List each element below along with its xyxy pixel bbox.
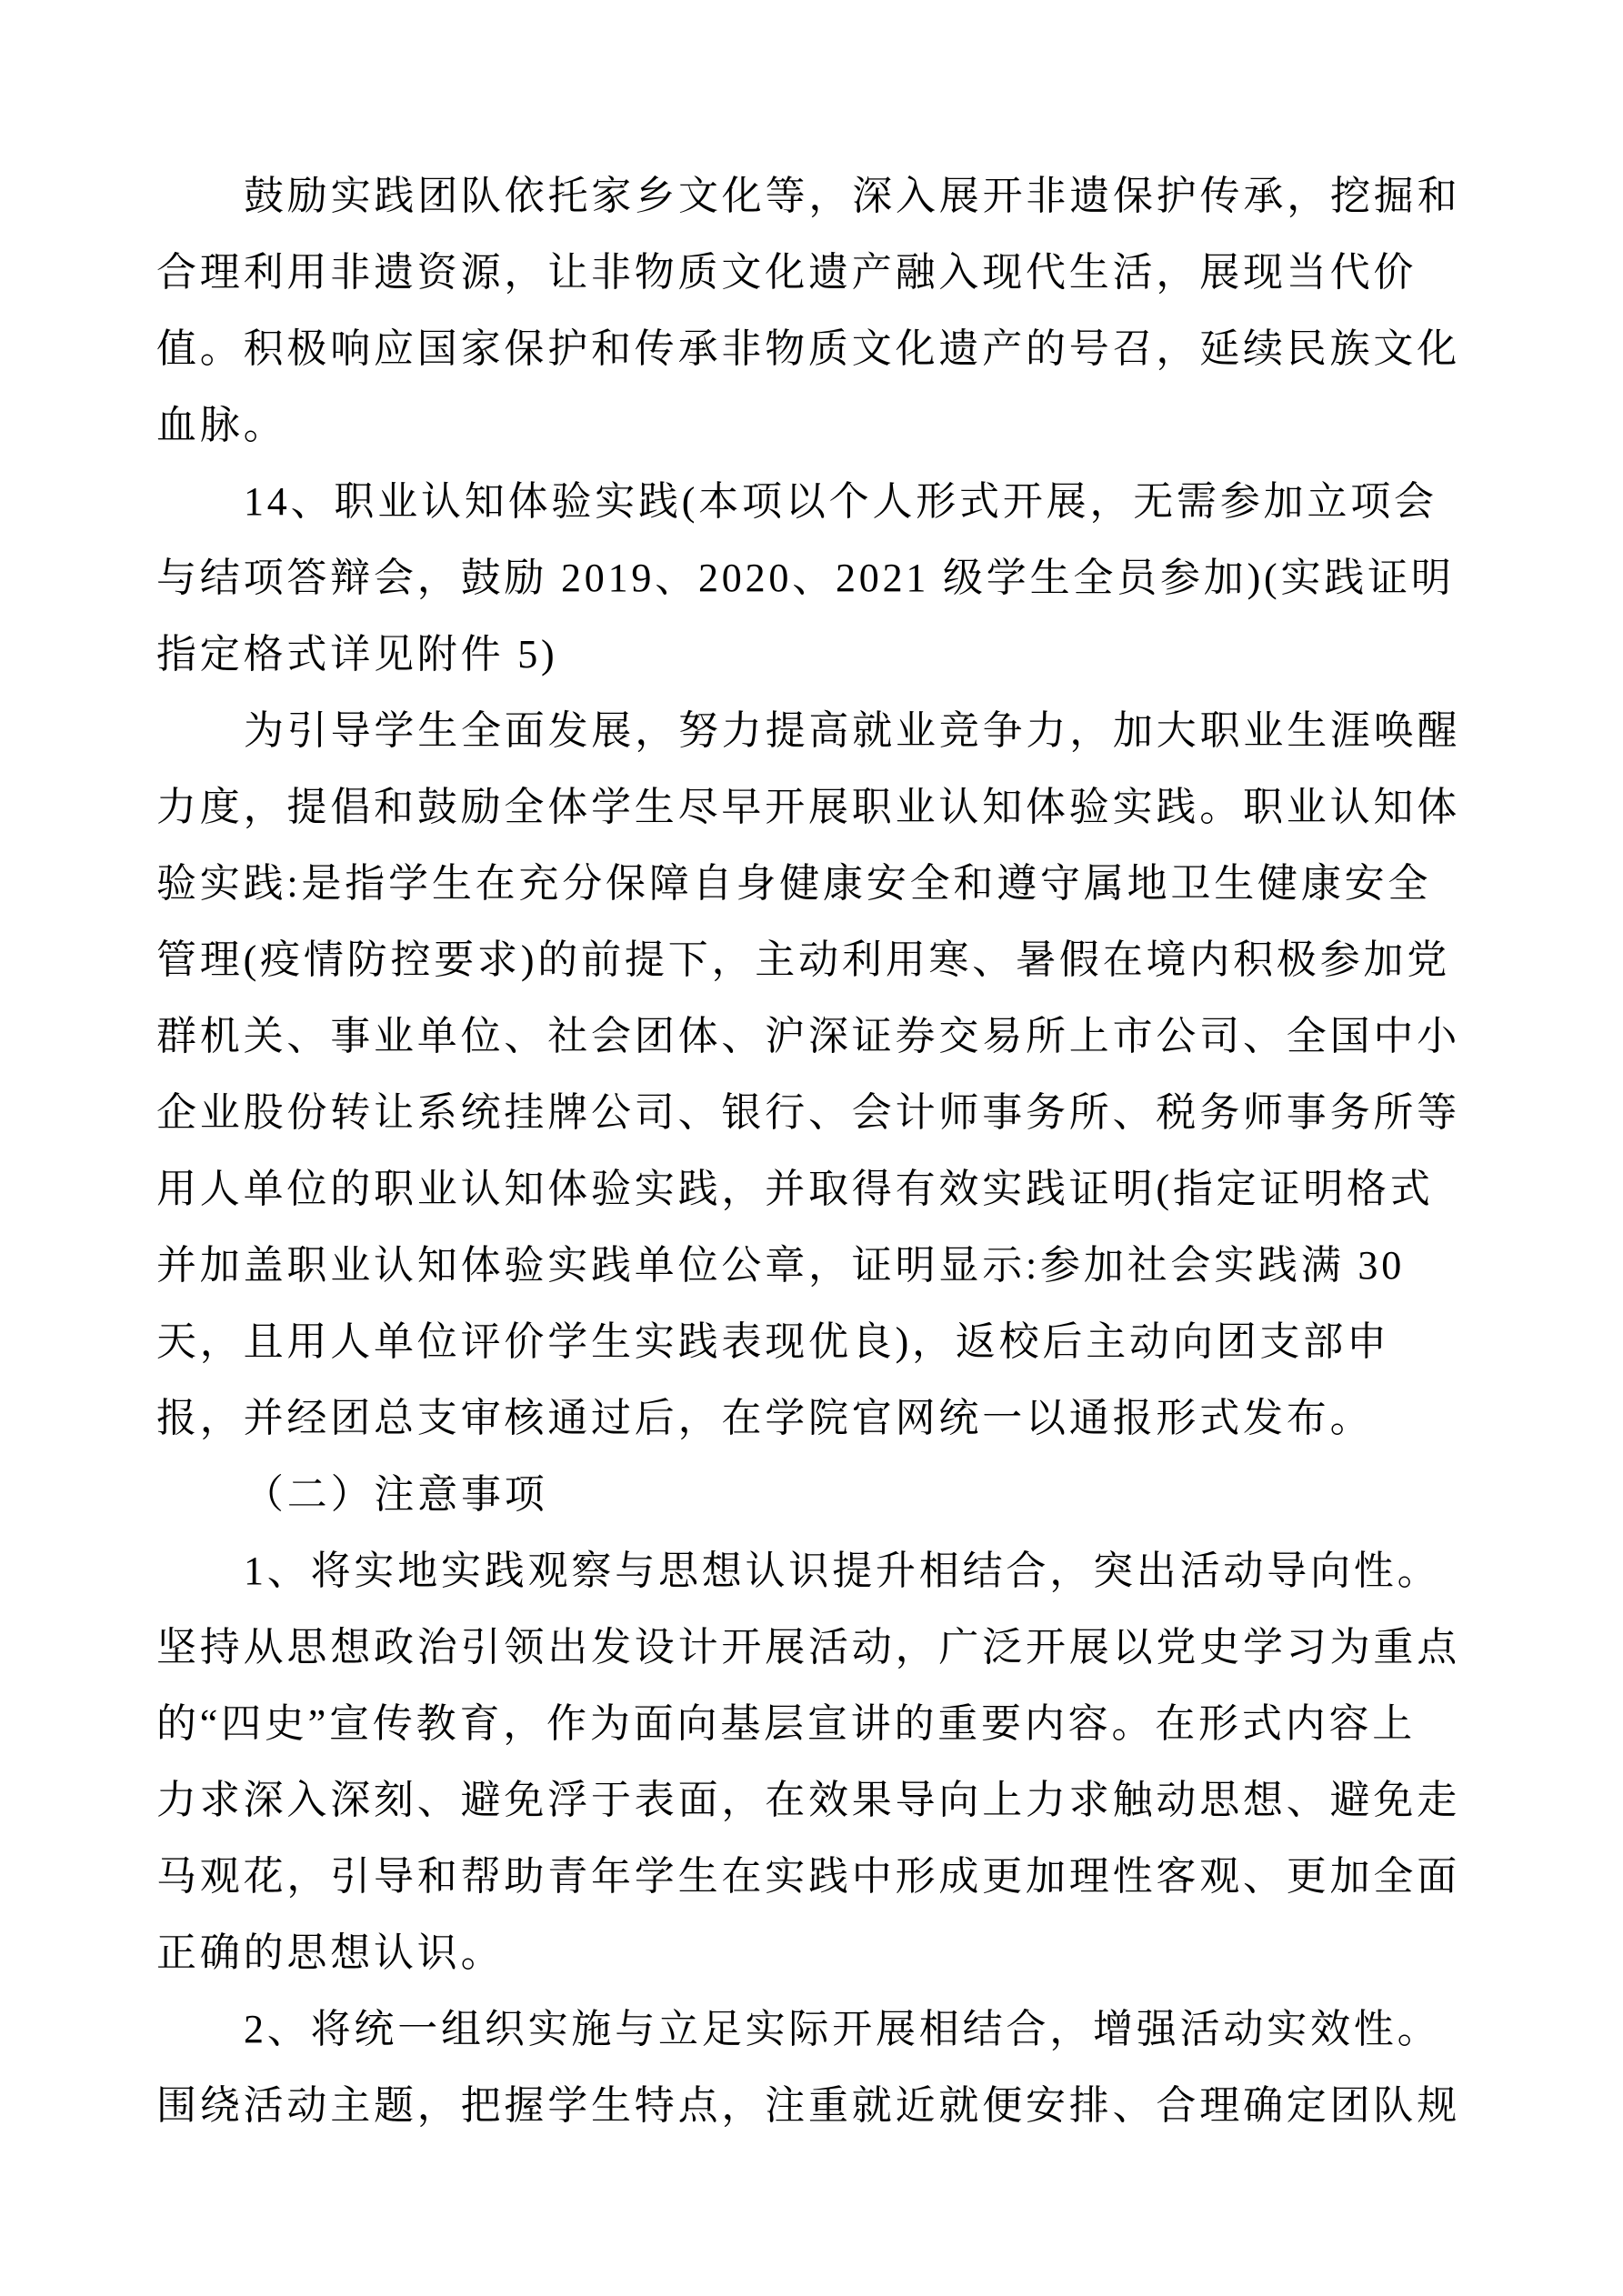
text-line: 血脉。: [156, 403, 287, 447]
text-line: （二）注意事项: [244, 1472, 548, 1517]
text-line: 并加盖职业认知体验实践单位公章，证明显示:参加社会实践满 30: [156, 1243, 1406, 1288]
text-line: 力求深入深刻、避免浮于表面，在效果导向上力求触动思想、避免走: [156, 1778, 1460, 1822]
text-line: 群机关、事业单位、社会团体、沪深证券交易所上市公司、全国中小: [156, 1014, 1460, 1058]
text-line: 的“四史”宣传教育，作为面向基层宣讲的重要内容。在形式内容上: [156, 1701, 1417, 1746]
text-line: 力度，提倡和鼓励全体学生尽早开展职业认知体验实践。职业认知体: [156, 785, 1460, 829]
text-line: 马观花，引导和帮助青年学生在实践中形成更加理性客观、更加全面: [156, 1854, 1460, 1899]
text-line: 企业股份转让系统挂牌公司、银行、会计师事务所、税务师事务所等: [156, 1090, 1460, 1135]
text-line: 围绕活动主题，把握学生特点，注重就近就便安排、合理确定团队规: [156, 2083, 1460, 2128]
document-text-block: [156, 158, 1467, 2144]
text-line: 1、将实地实践观察与思想认识提升相结合，突出活动导向性。: [244, 1549, 1441, 1593]
text-line: 天，且用人单位评价学生实践表现优良)，返校后主动向团支部申: [156, 1319, 1390, 1364]
text-line: 14、职业认知体验实践(本项以个人形式开展，无需参加立项会: [244, 479, 1438, 524]
text-line: 指定格式详见附件 5): [156, 632, 558, 677]
text-line: 与结项答辩会，鼓励 2019、2020、2021 级学生全员参加)(实践证明: [156, 556, 1455, 600]
text-line: 鼓励实践团队依托家乡文化等，深入展开非遗保护传承，挖掘和: [244, 174, 1461, 218]
text-line: 值。积极响应国家保护和传承非物质文化遗产的号召，延续民族文化: [156, 326, 1460, 371]
text-line: 合理利用非遗资源，让非物质文化遗产融入现代生活，展现当代价: [156, 250, 1418, 295]
text-line: 正确的思想认识。: [156, 1930, 505, 1975]
text-line: 验实践:是指学生在充分保障自身健康安全和遵守属地卫生健康安全: [156, 861, 1432, 906]
text-line: 2、将统一组织实施与立足实际开展相结合，增强活动实效性。: [244, 2007, 1441, 2051]
text-line: 坚持从思想政治引领出发设计开展活动，广泛开展以党史学习为重点: [156, 1625, 1460, 1669]
text-line: 用人单位的职业认知体验实践，并取得有效实践证明(指定证明格式: [156, 1167, 1434, 1211]
text-line: 报，并经团总支审核通过后，在学院官网统一以通报形式发布。: [156, 1396, 1374, 1440]
text-line: 为引导学生全面发展，努力提高就业竞争力，加大职业生涯唤醒: [244, 708, 1461, 753]
text-line: 管理(疫情防控要求)的前提下，主动利用寒、暑假在境内积极参加党: [156, 937, 1451, 982]
